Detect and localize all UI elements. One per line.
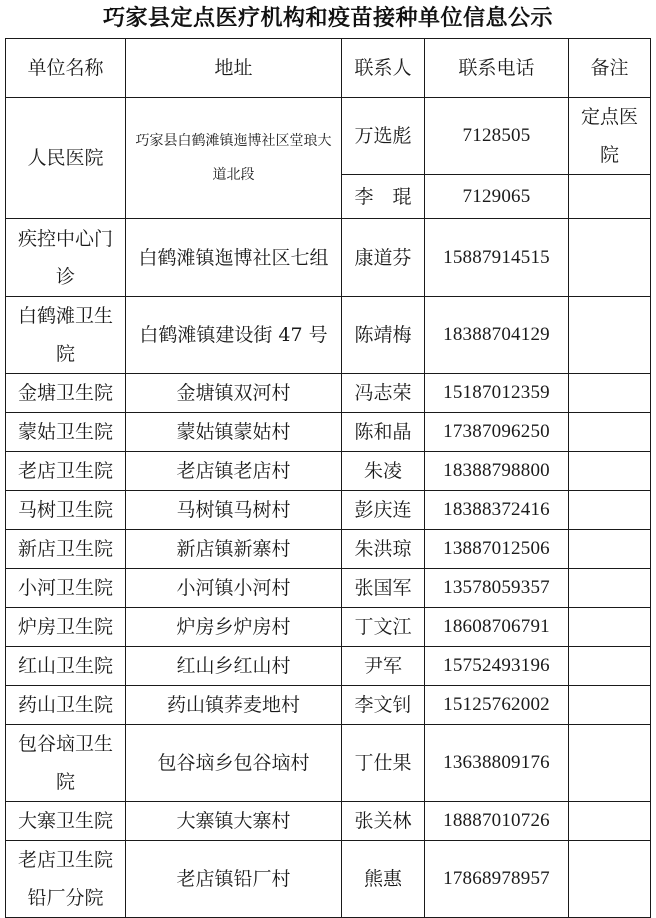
table-row xyxy=(6,686,651,725)
unit-name-cell: 疾控中心门诊 xyxy=(6,219,126,297)
note-cell xyxy=(569,569,651,608)
address-cell: 老店镇铅厂村 xyxy=(126,841,342,918)
address-cell: 包谷垴乡包谷垴村 xyxy=(126,725,342,802)
phone-cell: 13887012506 xyxy=(425,530,569,569)
phone-cell: 17387096250 xyxy=(425,413,569,452)
note-cell xyxy=(569,219,651,297)
note-cell xyxy=(569,608,651,647)
unit-name-cell: 炉房卫生院 xyxy=(6,608,126,647)
address-cell: 白鹤滩镇建设街 47 号 xyxy=(126,297,342,374)
address-cell: 金塘镇双河村 xyxy=(126,374,342,413)
address-cell: 马树镇马树村 xyxy=(126,491,342,530)
note-cell xyxy=(569,647,651,686)
table-row xyxy=(6,491,651,530)
page-title: 巧家县定点医疗机构和疫苗接种单位信息公示 xyxy=(102,6,553,31)
table-header-row xyxy=(6,39,651,98)
address-cell: 白鹤滩镇迤博社区七组 xyxy=(126,219,342,297)
address-cell: 蒙姑镇蒙姑村 xyxy=(126,413,342,452)
info-table xyxy=(5,38,651,918)
unit-name-cell: 大寨卫生院 xyxy=(6,802,126,841)
address-cell: 新店镇新寨村 xyxy=(126,530,342,569)
contact-cell: 陈和晶 xyxy=(342,413,425,452)
table-row xyxy=(6,530,651,569)
note-cell xyxy=(569,686,651,725)
unit-name-cell: 新店卫生院 xyxy=(6,530,126,569)
table-row xyxy=(6,297,651,374)
note-cell xyxy=(569,530,651,569)
note-cell xyxy=(569,297,651,374)
phone-cell: 15887914515 xyxy=(425,219,569,297)
contact-cell: 冯志荣 xyxy=(342,374,425,413)
address-cell: 炉房乡炉房村 xyxy=(126,608,342,647)
unit-name-cell: 老店卫生院 xyxy=(6,452,126,491)
note-cell xyxy=(569,374,651,413)
unit-name-cell: 红山卫生院 xyxy=(6,647,126,686)
table-row xyxy=(6,374,651,413)
contact-cell: 彭庆连 xyxy=(342,491,425,530)
contact-cell: 张关林 xyxy=(342,802,425,841)
contact-cell: 万选彪 xyxy=(342,98,425,175)
unit-name-cell: 蒙姑卫生院 xyxy=(6,413,126,452)
phone-cell: 18887010726 xyxy=(425,802,569,841)
phone-cell: 18388798800 xyxy=(425,452,569,491)
contact-cell: 尹军 xyxy=(342,647,425,686)
address-cell: 巧家县白鹤滩镇迤博社区堂琅大道北段 xyxy=(126,98,342,219)
contact-cell: 朱洪琼 xyxy=(342,530,425,569)
phone-cell: 18608706791 xyxy=(425,608,569,647)
phone-cell: 18388704129 xyxy=(425,297,569,374)
note-cell xyxy=(569,452,651,491)
note-cell xyxy=(569,802,651,841)
phone-cell: 7128505 xyxy=(425,98,569,175)
unit-name-cell: 小河卫生院 xyxy=(6,569,126,608)
column-header-address: 地址 xyxy=(126,39,342,98)
column-header-note: 备注 xyxy=(569,39,651,98)
note-cell xyxy=(569,413,651,452)
table-row xyxy=(6,608,651,647)
contact-cell: 丁文江 xyxy=(342,608,425,647)
address-cell: 大寨镇大寨村 xyxy=(126,802,342,841)
address-cell: 药山镇荞麦地村 xyxy=(126,686,342,725)
unit-name-cell: 白鹤滩卫生院 xyxy=(6,297,126,374)
phone-cell: 13578059357 xyxy=(425,569,569,608)
phone-cell: 18388372416 xyxy=(425,491,569,530)
phone-cell: 15187012359 xyxy=(425,374,569,413)
phone-cell: 13638809176 xyxy=(425,725,569,802)
table-row xyxy=(6,219,651,297)
address-cell: 红山乡红山村 xyxy=(126,647,342,686)
table-row xyxy=(6,413,651,452)
unit-name-cell: 老店卫生院铅厂分院 xyxy=(6,841,126,918)
contact-cell: 李 琨 xyxy=(342,175,425,219)
note-cell: 定点医院 xyxy=(569,98,651,175)
contact-cell: 张国军 xyxy=(342,569,425,608)
unit-name-cell: 金塘卫生院 xyxy=(6,374,126,413)
note-cell xyxy=(569,491,651,530)
table-row xyxy=(6,802,651,841)
column-header-name: 单位名称 xyxy=(6,39,126,98)
unit-name-cell: 马树卫生院 xyxy=(6,491,126,530)
contact-cell: 熊惠 xyxy=(342,841,425,918)
address-cell: 老店镇老店村 xyxy=(126,452,342,491)
phone-cell: 15752493196 xyxy=(425,647,569,686)
contact-cell: 丁仕果 xyxy=(342,725,425,802)
address-cell: 小河镇小河村 xyxy=(126,569,342,608)
contact-cell: 陈靖梅 xyxy=(342,297,425,374)
phone-cell: 7129065 xyxy=(425,175,569,219)
note-cell xyxy=(569,725,651,802)
table-row xyxy=(6,647,651,686)
unit-name-cell: 包谷垴卫生院 xyxy=(6,725,126,802)
table-row xyxy=(6,725,651,802)
phone-cell: 17868978957 xyxy=(425,841,569,918)
note-cell xyxy=(569,841,651,918)
phone-cell: 15125762002 xyxy=(425,686,569,725)
column-header-phone: 联系电话 xyxy=(425,39,569,98)
column-header-contact: 联系人 xyxy=(342,39,425,98)
table-row xyxy=(6,452,651,491)
note-cell xyxy=(569,175,651,219)
unit-name-cell: 药山卫生院 xyxy=(6,686,126,725)
table-row xyxy=(6,569,651,608)
contact-cell: 李文钊 xyxy=(342,686,425,725)
table-row xyxy=(6,841,651,918)
contact-cell: 康道芬 xyxy=(342,219,425,297)
unit-name-cell: 人民医院 xyxy=(6,98,126,219)
table-row xyxy=(6,98,651,175)
contact-cell: 朱凌 xyxy=(342,452,425,491)
